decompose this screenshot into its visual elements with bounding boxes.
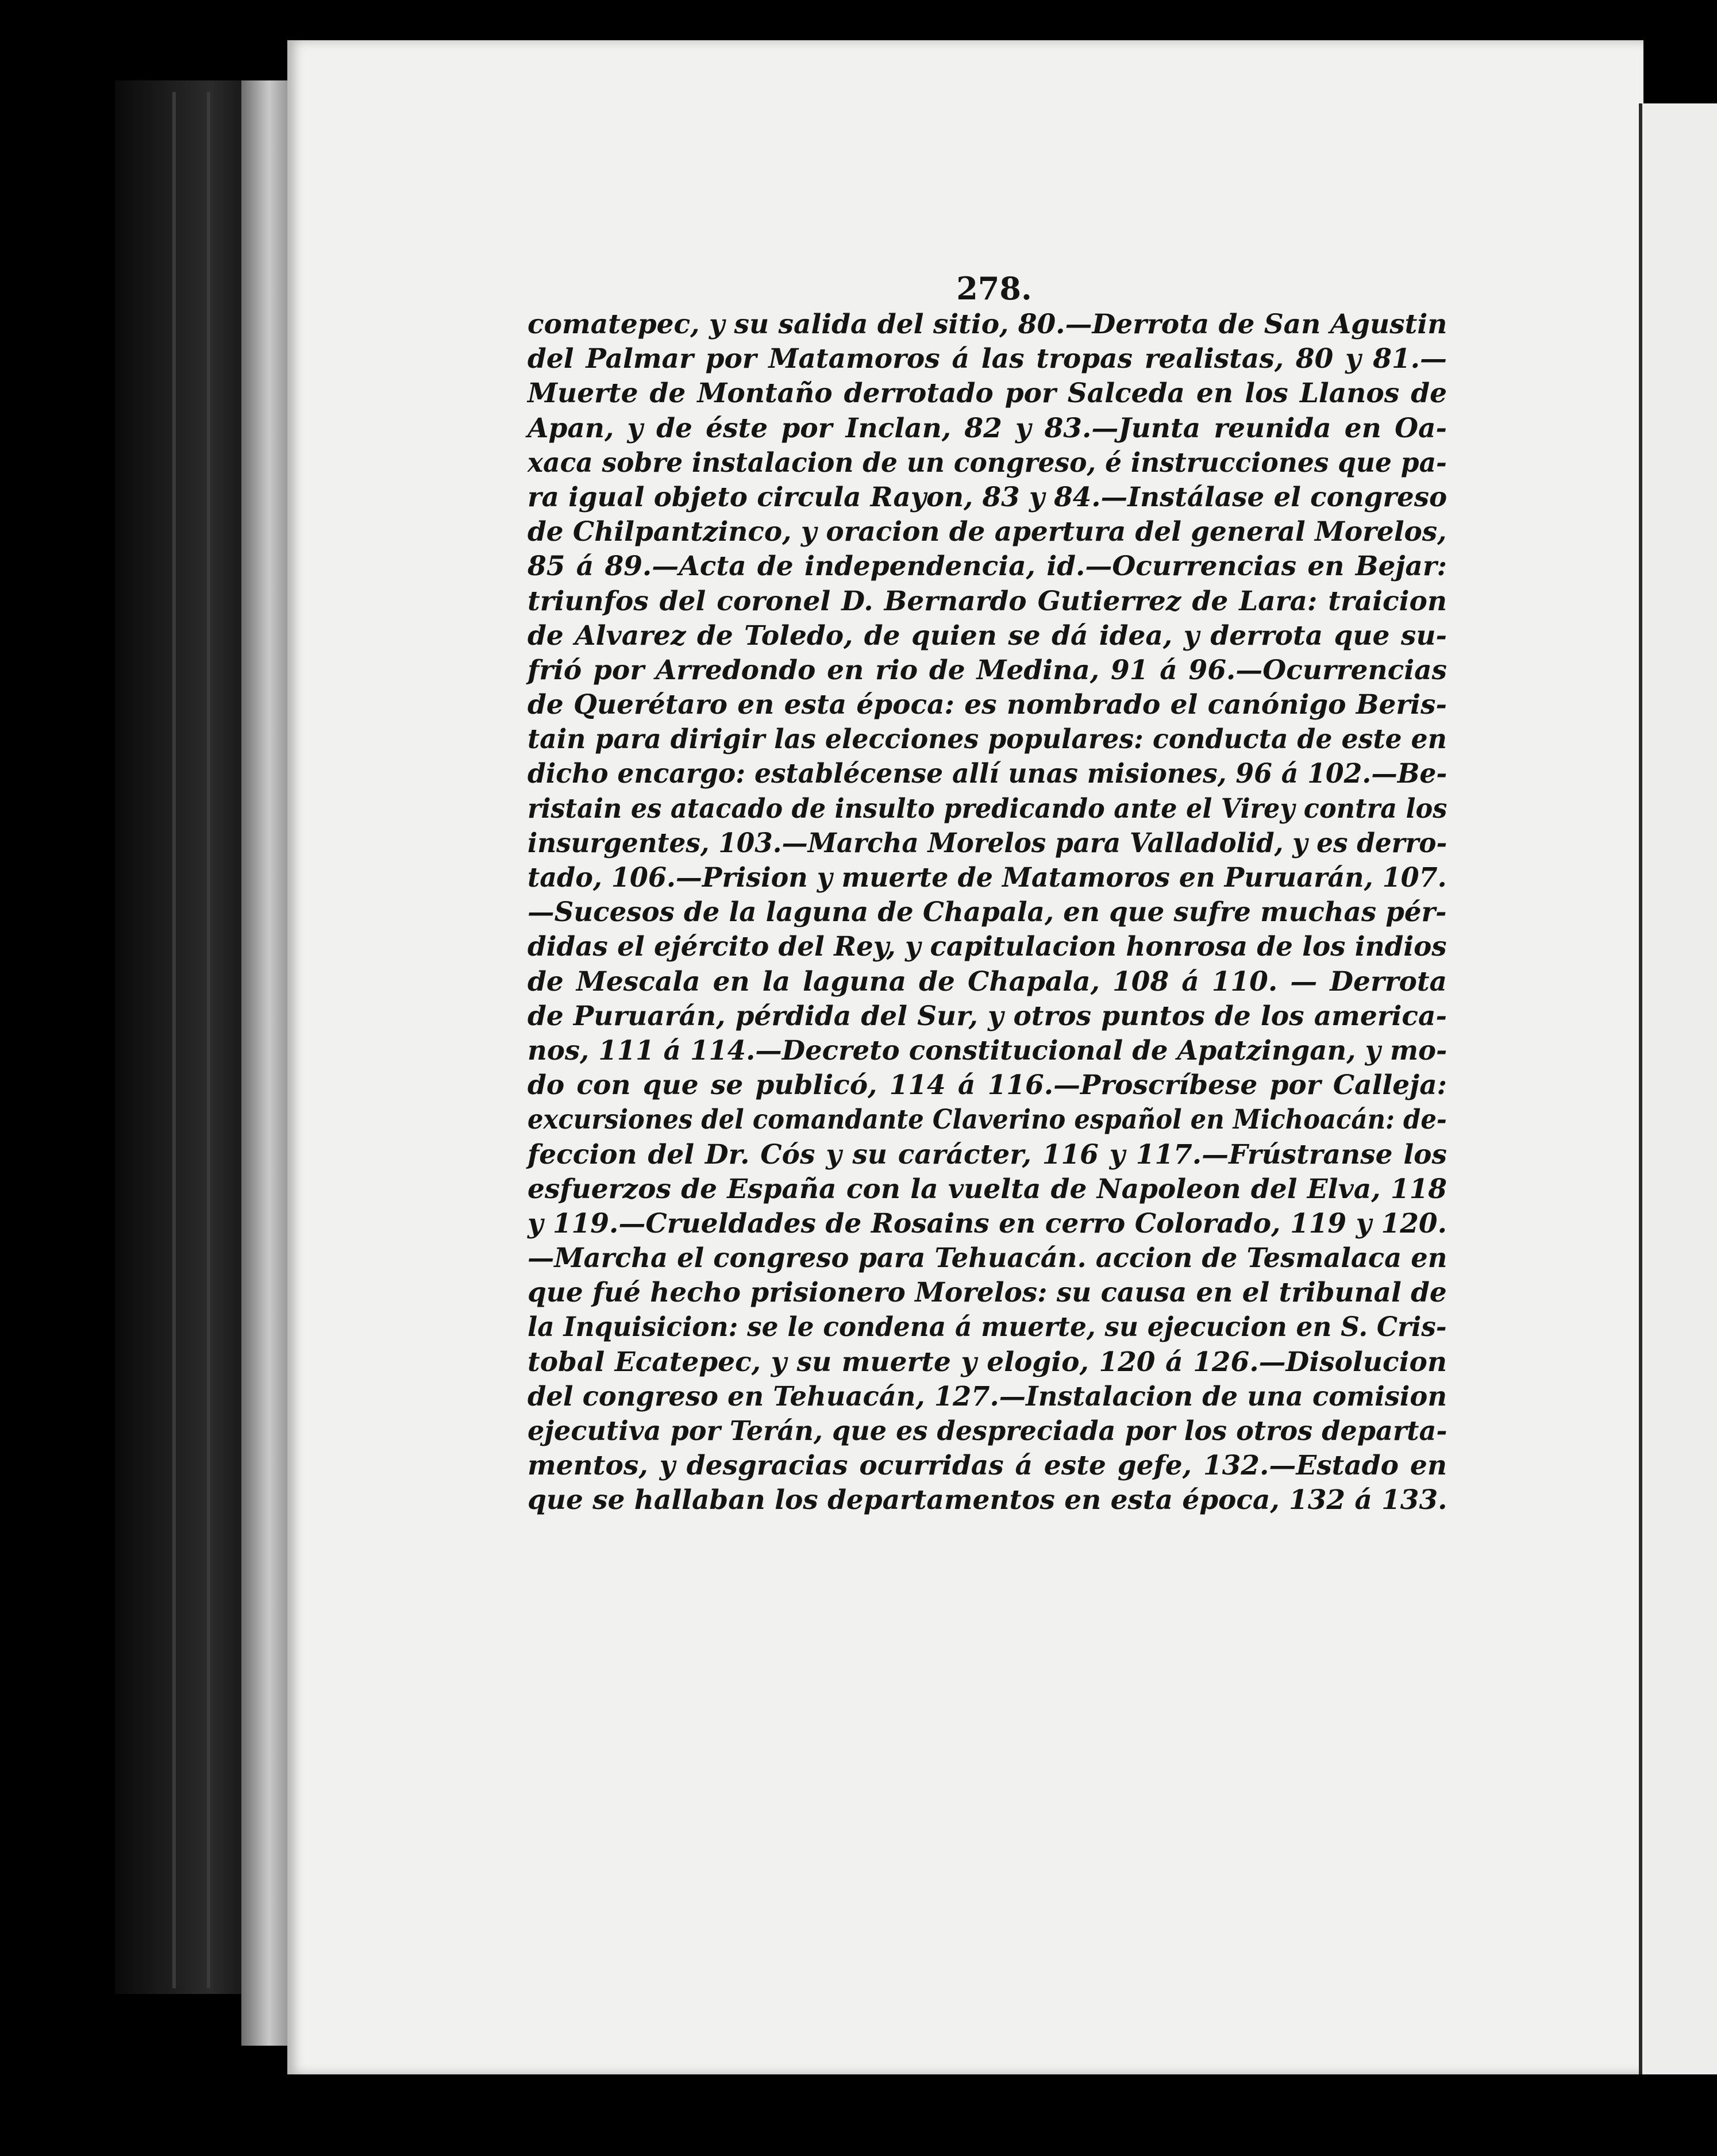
text-line: de Mescala en la laguna de Chapala, 108 á 110. — Derrota <box>528 965 1447 998</box>
text-line: nos, 111 á 114.—Decreto constitucional de Apatzingan, y mo- <box>528 1034 1447 1067</box>
text-line: didas el ejército del Rey, y capitulacion honrosa de los indios <box>528 931 1447 963</box>
text-line: del congreso en Tehuacán, 127.—Instalacion de una comision <box>528 1380 1447 1412</box>
text-line: de Querétaro en esta época: es nombrado el canónigo Beris- <box>528 689 1447 721</box>
text-line: xaca sobre instalacion de un congreso, é instrucciones que pa- <box>528 446 1447 479</box>
text-line: de Chilpantzinco, y oracion de apertura del general Morelos, <box>528 516 1447 548</box>
text-line: esfuerzos de España con la vuelta de Napoleon del Elva, 118 <box>528 1173 1447 1205</box>
text-line: mentos, y desgracias ocurridas á este gefe, 132.—Estado en <box>528 1450 1447 1482</box>
text-line: dicho encargo: establécense allí unas misiones, 96 á 102.—Be- <box>528 758 1447 790</box>
text-line: del Palmar por Matamoros á las tropas realistas, 80 y 81.— <box>528 343 1447 375</box>
text-line: tobal Ecatepec, y su muerte y elogio, 120 á 126.—Disolucion <box>528 1346 1447 1378</box>
text-line: que fué hecho prisionero Morelos: su causa en el tribunal de <box>528 1277 1447 1309</box>
page-number: 278. <box>956 270 1032 307</box>
spine-edge <box>172 92 176 1988</box>
text-line: —Marcha el congreso para Tehuacán. accion de Tesmalaca en <box>528 1242 1447 1275</box>
text-line: que se hallaban los departamentos en esta época, 132 á 133. <box>528 1484 1447 1516</box>
index-text-block <box>528 307 1447 1518</box>
text-line: frió por Arredondo en rio de Medina, 91 á 96.—Ocurrencias <box>528 654 1447 686</box>
text-line: Muerte de Montaño derrotado por Salceda en los Llanos de <box>528 378 1447 410</box>
text-line: ejecutiva por Terán, que es despreciada por los otros departa- <box>528 1415 1447 1447</box>
text-line: tado, 106.—Prision y muerte de Matamoros en Puruarán, 107. <box>528 862 1447 894</box>
text-line: de Alvarez de Toledo, de quien se dá idea, y derrota que su- <box>528 619 1447 652</box>
text-line: y 119.—Crueldades de Rosains en cerro Colorado, 119 y 120. <box>528 1207 1447 1239</box>
text-line: comatepec, y su salida del sitio, 80.—Derrota de San Agustin <box>528 309 1447 340</box>
text-line: tain para dirigir las elecciones populares: conducta de este en <box>528 723 1447 756</box>
text-line: ristain es atacado de insulto predicando ante el Virey contra los <box>528 792 1447 825</box>
text-line: 85 á 89.—Acta de independencia, id.—Ocurrencias en Bejar: <box>528 550 1447 583</box>
text-line: feccion del Dr. Cós y su carácter, 116 y 117.—Frústranse los <box>528 1138 1447 1171</box>
facing-page-edge <box>1639 103 1717 2074</box>
text-line: —Sucesos de la laguna de Chapala, en que sufre muchas pér- <box>528 896 1447 929</box>
text-line: insurgentes, 103.—Marcha Morelos para Valladolid, y es derro- <box>528 827 1447 859</box>
text-line: de Puruarán, pérdida del Sur, y otros puntos de los america- <box>528 1000 1447 1032</box>
text-line: do con que se publicó, 114 á 116.—Proscríbese por Calleja: <box>528 1069 1447 1102</box>
page-edges <box>241 80 287 2046</box>
text-line: ra igual objeto circula Rayon, 83 y 84.—Instálase el congreso <box>528 481 1447 513</box>
spine-edge <box>207 92 210 1988</box>
text-line: excursiones del comandante Claverino español en Michoacán: de- <box>528 1104 1447 1136</box>
text-line: triunfos del coronel D. Bernardo Gutierrez de Lara: traicion <box>528 585 1447 617</box>
text-line: la Inquisicion: se le condena á muerte, su ejecucion en S. Cris- <box>528 1311 1447 1343</box>
text-line: Apan, y de éste por Inclan, 82 y 83.—Junta reunida en Oa- <box>528 412 1447 444</box>
